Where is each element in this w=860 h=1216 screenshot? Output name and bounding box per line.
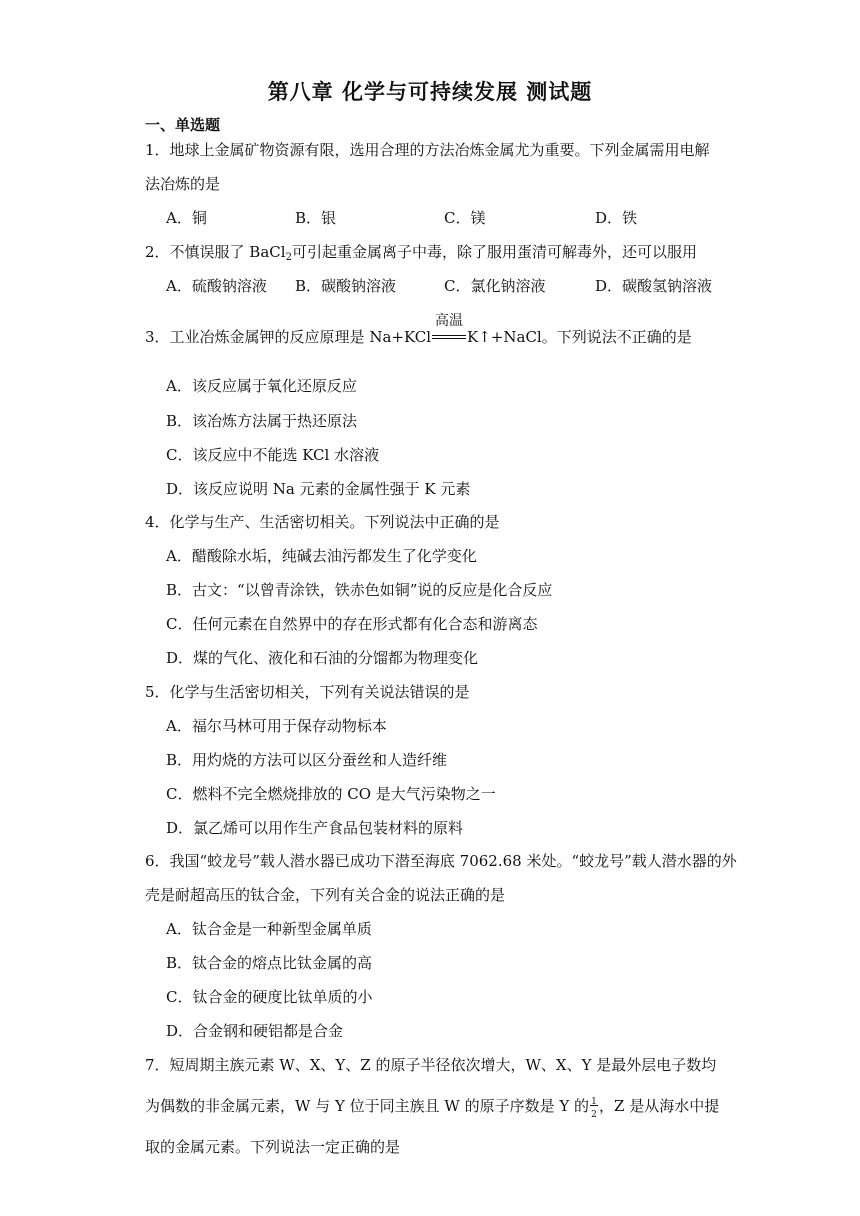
reaction-condition: 高温	[435, 313, 464, 329]
question-4-option-b: B．古文：“以曾青涂铁，铁赤色如铜”说的反应是化合反应	[166, 581, 553, 599]
question-1-stem-line-2: 法冶炼的是	[145, 175, 221, 193]
question-5-option-b: B．用灼烧的方法可以区分蚕丝和人造纤维	[166, 751, 448, 769]
question-5-stem: 5．化学与生活密切相关，下列有关说法错误的是	[145, 683, 470, 701]
question-7-stem-line-2	[145, 1096, 720, 1120]
question-2-stem-post: 可引起重金属离子中毒，除了服用蛋清可解毒外，还可以服用	[291, 243, 697, 261]
question-2-option-a: A．硫酸钠溶液	[166, 277, 267, 295]
question-2-stem	[145, 242, 697, 268]
question-3-option-b: B．该冶炼方法属于热还原法	[166, 412, 358, 430]
section-heading: 一、单选题	[145, 116, 221, 134]
question-6-option-c: C．钛合金的硬度比钛单质的小	[166, 988, 373, 1006]
question-7-line-2-pre: 为偶数的非金属元素，W 与 Y 位于同主族且 W 的原子序数是 Y 的	[145, 1097, 590, 1115]
question-3-option-d: D．该反应说明 Na 元素的金属性强于 K 元素	[166, 480, 471, 498]
question-4-option-c: C．任何元素在自然界中的存在形式都有化合态和游离态	[166, 615, 538, 633]
question-4-option-d: D．煤的气化、液化和石油的分馏都为物理变化	[166, 649, 479, 667]
fraction-numerator: 1	[591, 1097, 597, 1107]
question-3-stem	[145, 313, 692, 347]
question-2-option-b: B．碳酸钠溶液	[295, 277, 397, 295]
question-7-stem-line-3: 取的金属元素。下列说法一定正确的是	[145, 1138, 401, 1156]
equals-bar-bottom	[432, 338, 466, 339]
question-1-option-a: A．铜	[166, 209, 207, 227]
question-1-option-c: C．镁	[444, 209, 486, 227]
question-2-option-c: C．氯化钠溶液	[444, 277, 546, 295]
question-7-line-2-post: ，Z 是从海水中提	[599, 1097, 720, 1115]
question-3-option-c: C．该反应中不能选 KCl 水溶液	[166, 446, 380, 464]
question-3-option-a: A．该反应属于氧化还原反应	[166, 377, 357, 395]
question-6-option-a: A．钛合金是一种新型金属单质	[166, 920, 372, 938]
question-3-stem-pre: 3．工业冶炼金属钾的反应原理是 Na+KCl	[145, 328, 432, 346]
question-6-option-d: D．合金钢和硬铝都是合金	[166, 1022, 344, 1040]
page-title: 第八章 化学与可持续发展 测试题	[267, 80, 593, 104]
question-5-option-d: D．氯乙烯可以用作生产食品包装材料的原料	[166, 819, 464, 837]
question-6-stem-line-1: 6．我国“蛟龙号”载人潜水器已成功下潜至海底 7062.68 米处。“蛟龙号”载人潜水器的外	[145, 852, 737, 870]
reaction-arrow	[432, 313, 466, 347]
question-1-stem-line-1: 1．地球上金属矿物资源有限，选用合理的方法冶炼金属尤为重要。下列金属需用电解	[145, 141, 710, 159]
question-4-stem: 4．化学与生产、生活密切相关。下列说法中正确的是	[145, 513, 500, 531]
equals-bar-top	[432, 335, 466, 336]
question-7-stem-line-1: 7．短周期主族元素 W、X、Y、Z 的原子半径依次增大，W、X、Y 是最外层电子数均	[145, 1056, 717, 1074]
question-2-subscript: 2	[285, 252, 292, 263]
question-5-option-a: A．福尔马林可用于保存动物标本	[166, 717, 387, 735]
question-2-stem-pre: 2．不慎误服了 BaCl	[145, 243, 286, 261]
fraction-denominator: 2	[591, 1110, 597, 1120]
fraction-one-half	[589, 1096, 599, 1120]
question-1-option-b: B．银	[295, 209, 337, 227]
question-2-option-d: D．碳酸氢钠溶液	[595, 277, 713, 295]
question-6-stem-line-2: 壳是耐超高压的钛合金，下列有关合金的说法正确的是	[145, 886, 506, 904]
question-4-option-a: A．醋酸除水垢，纯碱去油污都发生了化学变化	[166, 547, 477, 565]
question-1-option-d: D．铁	[595, 209, 638, 227]
question-5-option-c: C．燃料不完全燃烧排放的 CO 是大气污染物之一	[166, 785, 496, 803]
question-3-stem-post: K↑+NaCl。下列说法不正确的是	[467, 328, 692, 346]
question-6-option-b: B．钛合金的熔点比钛金属的高	[166, 954, 373, 972]
